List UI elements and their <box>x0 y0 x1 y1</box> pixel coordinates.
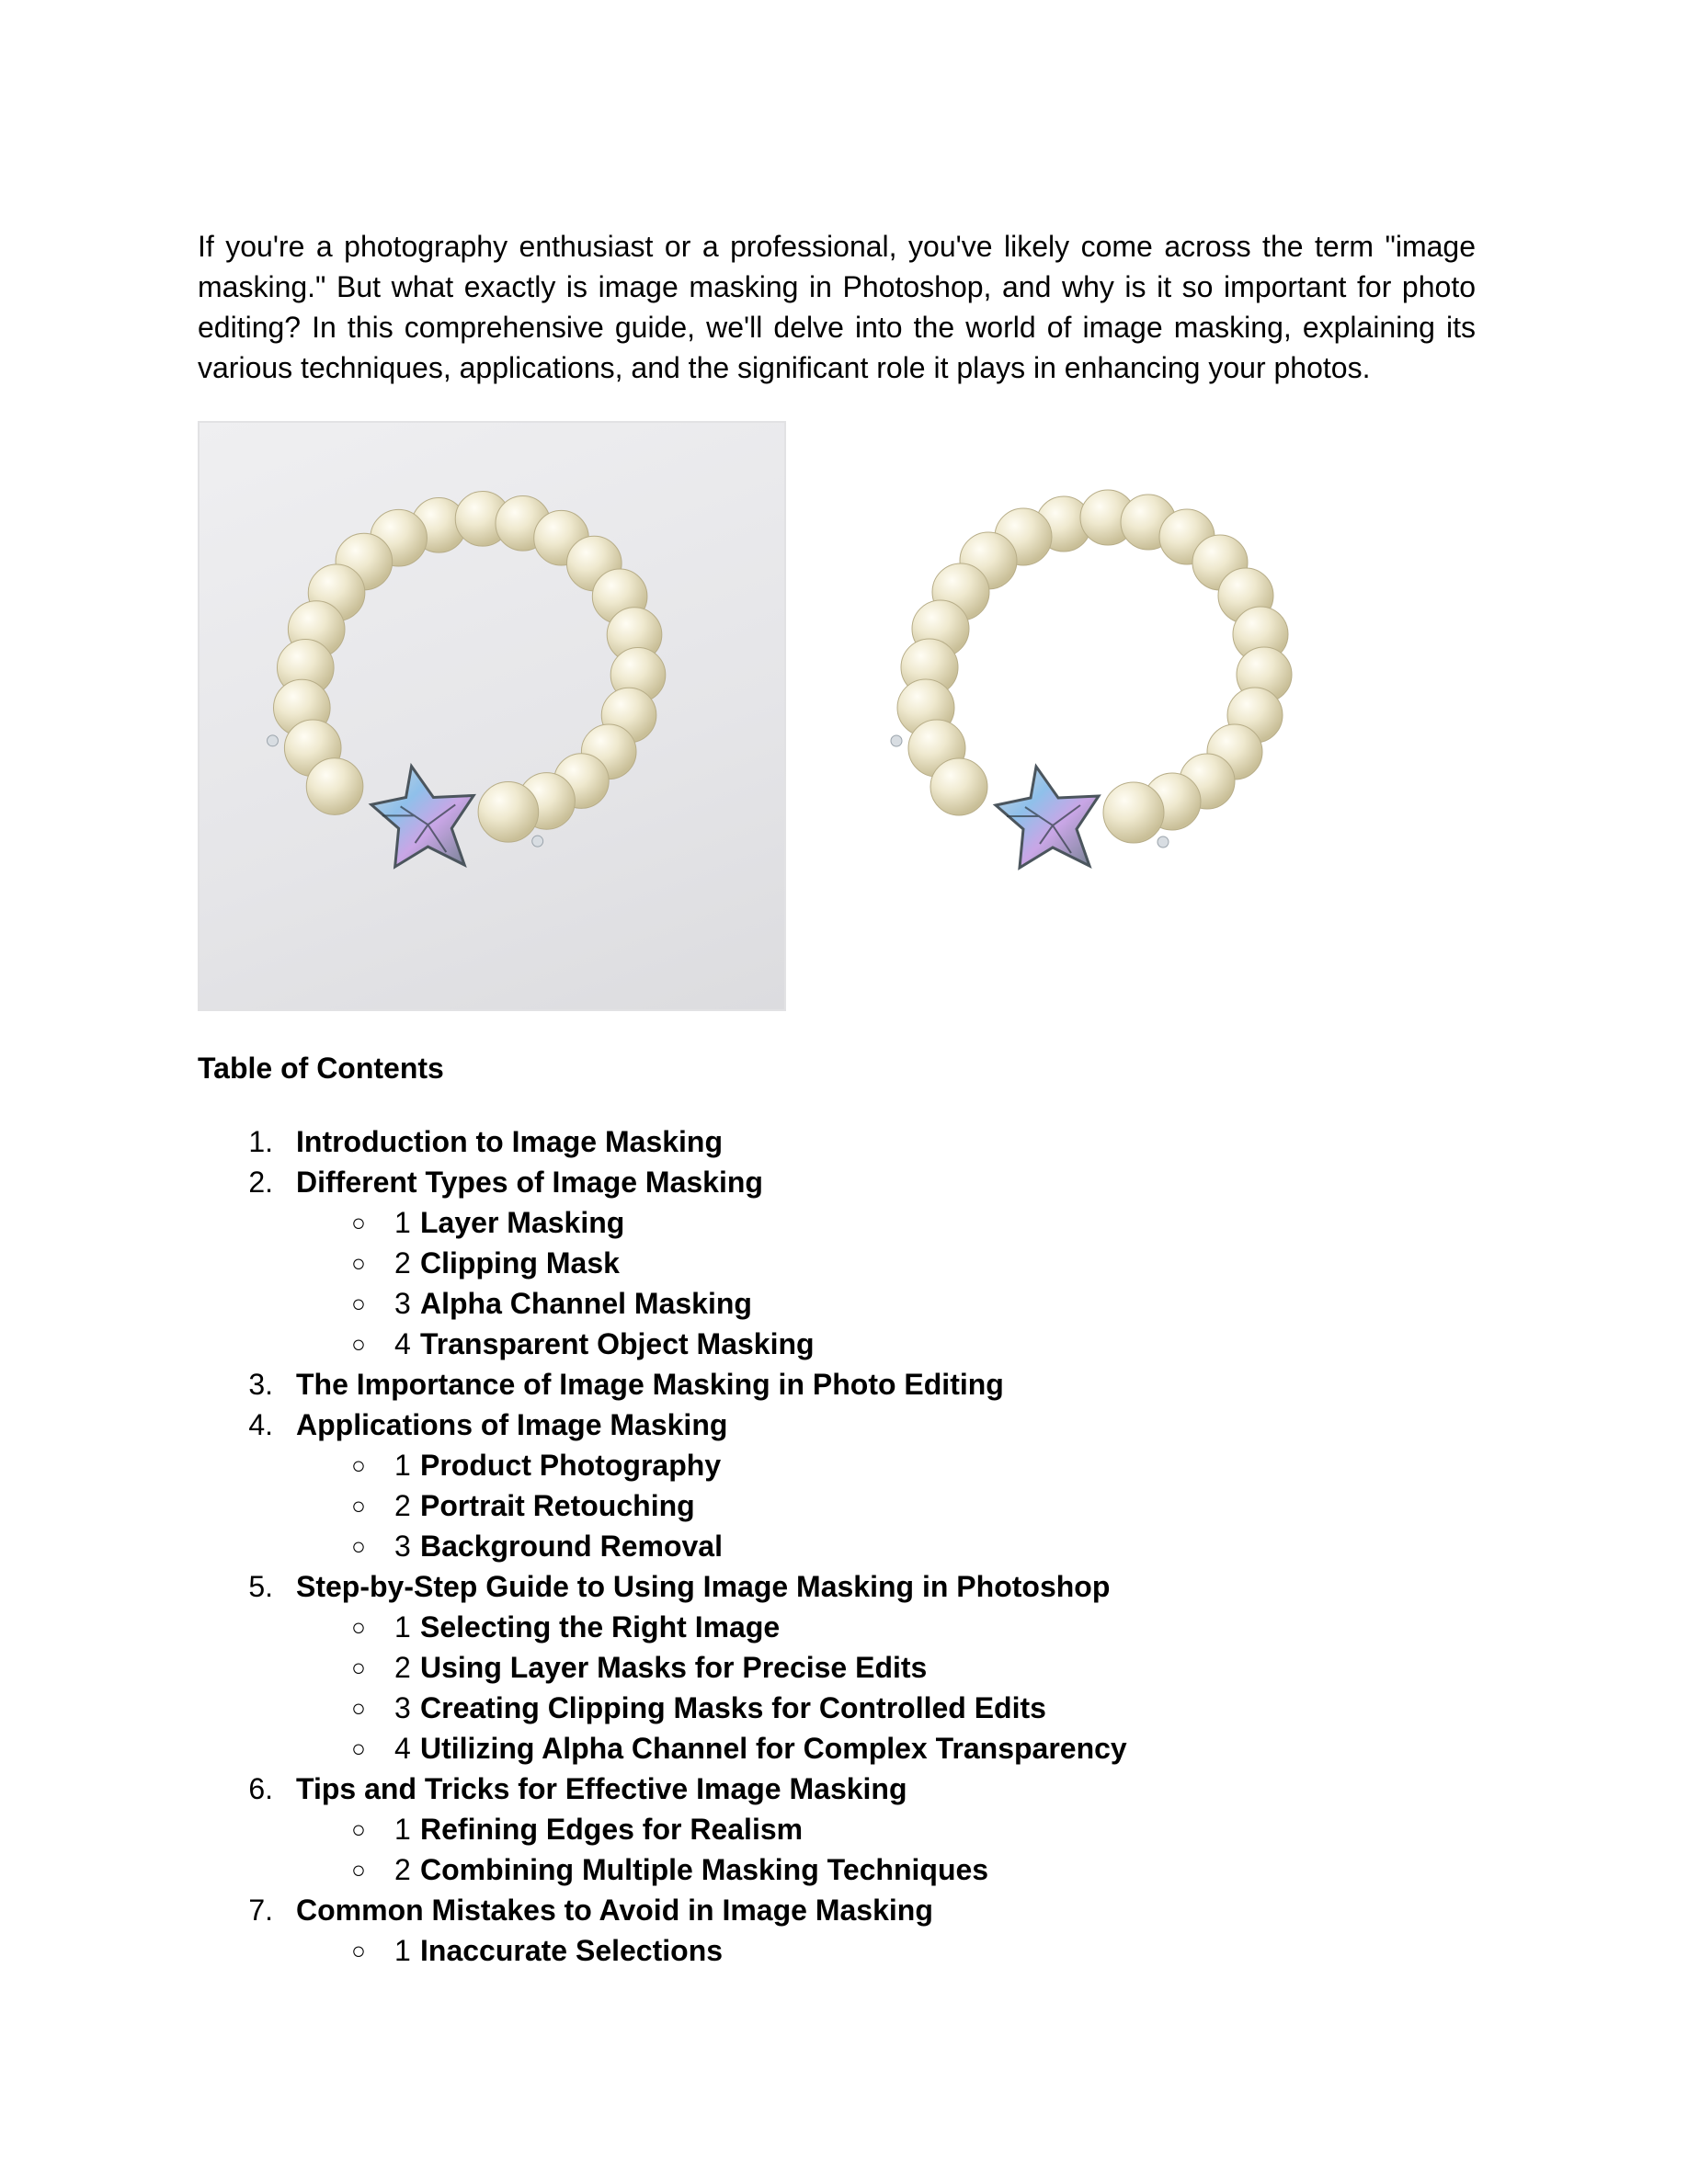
toc-sub-list <box>198 1930 1476 1971</box>
toc-sub-item-number: 1 <box>394 1610 411 1644</box>
hollow-circle-bullet-icon: ○ <box>351 1290 366 1317</box>
toc-sub-item-title: Inaccurate Selections <box>420 1934 724 1967</box>
toc-sub-item-number: 1 <box>394 1449 411 1482</box>
toc-sub-item <box>198 1809 1476 1849</box>
toc-item <box>198 1566 1476 1769</box>
toc-sub-item-number: 4 <box>394 1732 411 1765</box>
toc-sub-item-number: 2 <box>394 1651 411 1684</box>
toc-sub-item-number: 2 <box>394 1246 411 1280</box>
toc-sub-item <box>198 1283 1476 1324</box>
hollow-circle-bullet-icon: ○ <box>351 1856 366 1883</box>
toc-item-title: Step-by-Step Guide to Using Image Masking in Photoshop <box>296 1570 1111 1603</box>
hollow-circle-bullet-icon: ○ <box>351 1451 366 1479</box>
toc-sub-item-title: Refining Edges for Realism <box>420 1813 804 1846</box>
hollow-circle-bullet-icon: ○ <box>351 1249 366 1277</box>
toc-sub-item-title: Alpha Channel Masking <box>420 1287 752 1320</box>
toc-sub-item-title: Product Photography <box>420 1449 722 1482</box>
hollow-circle-bullet-icon: ○ <box>351 1492 366 1519</box>
toc-sub-item <box>198 1728 1476 1769</box>
toc-sub-item-title: Portrait Retouching <box>420 1489 695 1522</box>
toc-sub-item-number: 4 <box>394 1327 411 1360</box>
toc-item-row <box>198 1769 1476 1809</box>
toc-item-row <box>198 1566 1476 1607</box>
toc-item <box>198 1162 1476 1364</box>
hollow-circle-bullet-icon: ○ <box>351 1330 366 1358</box>
toc-sub-item-number: 1 <box>394 1813 411 1846</box>
toc-sub-item <box>198 1647 1476 1688</box>
toc-item-title: Different Types of Image Masking <box>296 1166 763 1199</box>
toc-sub-list <box>198 1202 1476 1364</box>
toc-item-number: 1. <box>248 1125 273 1158</box>
toc-sub-item <box>198 1688 1476 1728</box>
toc-sub-list <box>198 1607 1476 1769</box>
toc-sub-item-number: 3 <box>394 1530 411 1563</box>
table-of-contents <box>198 1121 1476 1971</box>
toc-sub-list <box>198 1445 1476 1566</box>
toc-item-row <box>198 1364 1476 1405</box>
toc-item-row <box>198 1121 1476 1162</box>
hollow-circle-bullet-icon: ○ <box>351 1613 366 1641</box>
toc-item-row <box>198 1405 1476 1445</box>
toc-sub-item-number: 2 <box>394 1853 411 1886</box>
toc-sub-item <box>198 1324 1476 1364</box>
toc-sub-item-title: Creating Clipping Masks for Controlled Edits <box>420 1691 1046 1724</box>
toc-sub-item-title: Using Layer Masks for Precise Edits <box>420 1651 928 1684</box>
toc-sub-item <box>198 1485 1476 1526</box>
toc-item-title: Applications of Image Masking <box>296 1408 728 1441</box>
hollow-circle-bullet-icon: ○ <box>351 1735 366 1762</box>
hollow-circle-bullet-icon: ○ <box>351 1694 366 1722</box>
toc-item-title: The Importance of Image Masking in Photo Editing <box>296 1368 1004 1401</box>
toc-item <box>198 1121 1476 1162</box>
toc-sub-item-number: 3 <box>394 1287 411 1320</box>
toc-sub-item-title: Selecting the Right Image <box>420 1610 781 1644</box>
hollow-circle-bullet-icon: ○ <box>351 1815 366 1843</box>
toc-item-number: 2. <box>248 1166 273 1199</box>
toc-item-number: 7. <box>248 1894 273 1927</box>
toc-sub-item-number: 1 <box>394 1934 411 1967</box>
toc-item-number: 6. <box>248 1772 273 1805</box>
toc-heading: Table of Contents <box>198 1052 444 1085</box>
toc-sub-item <box>198 1930 1476 1971</box>
toc-item-row <box>198 1890 1476 1930</box>
toc-item-row <box>198 1162 1476 1202</box>
bracelet-masked-image <box>823 421 1411 1011</box>
toc-sub-item <box>198 1202 1476 1243</box>
toc-sub-item-title: Combining Multiple Masking Techniques <box>420 1853 989 1886</box>
toc-sub-item <box>198 1243 1476 1283</box>
toc-item <box>198 1890 1476 1971</box>
toc-sub-item-title: Transparent Object Masking <box>420 1327 815 1360</box>
bracelet-original-image <box>198 421 786 1011</box>
toc-sub-item-title: Layer Masking <box>420 1206 625 1239</box>
toc-sub-item <box>198 1526 1476 1566</box>
toc-item-number: 3. <box>248 1368 273 1401</box>
toc-sub-item-number: 3 <box>394 1691 411 1724</box>
hollow-circle-bullet-icon: ○ <box>351 1937 366 1964</box>
toc-sub-item-title: Clipping Mask <box>420 1246 620 1280</box>
hollow-circle-bullet-icon: ○ <box>351 1209 366 1236</box>
toc-item-title: Tips and Tricks for Effective Image Masking <box>296 1772 907 1805</box>
toc-item-number: 5. <box>248 1570 273 1603</box>
toc-sub-item-title: Background Removal <box>420 1530 723 1563</box>
toc-item-number: 4. <box>248 1408 273 1441</box>
toc-sub-item <box>198 1849 1476 1890</box>
hollow-circle-bullet-icon: ○ <box>351 1654 366 1681</box>
toc-item <box>198 1769 1476 1890</box>
intro-paragraph: If you're a photography enthusiast or a professional, you've likely come across the term "image masking." But what exactly is image masking in Photoshop, and why is it so important for photo editing? In this comprehensive guide, we'll delve into the world of image masking, explaining its various techniques, applications, and the significant role it plays in enhancing your photos. <box>198 230 1476 384</box>
toc-item <box>198 1364 1476 1405</box>
toc-sub-item-title: Utilizing Alpha Channel for Complex Transparency <box>420 1732 1127 1765</box>
toc-sub-item-number: 2 <box>394 1489 411 1522</box>
toc-item-title: Common Mistakes to Avoid in Image Masking <box>296 1894 933 1927</box>
pearl-bracelet-masked-icon <box>823 421 1411 1011</box>
toc-item <box>198 1405 1476 1566</box>
pearl-bracelet-photo-icon <box>200 423 784 1009</box>
toc-sub-item <box>198 1445 1476 1485</box>
hollow-circle-bullet-icon: ○ <box>351 1532 366 1560</box>
toc-sub-list <box>198 1809 1476 1890</box>
toc-sub-item-number: 1 <box>394 1206 411 1239</box>
toc-sub-item <box>198 1607 1476 1647</box>
toc-item-title: Introduction to Image Masking <box>296 1125 724 1158</box>
